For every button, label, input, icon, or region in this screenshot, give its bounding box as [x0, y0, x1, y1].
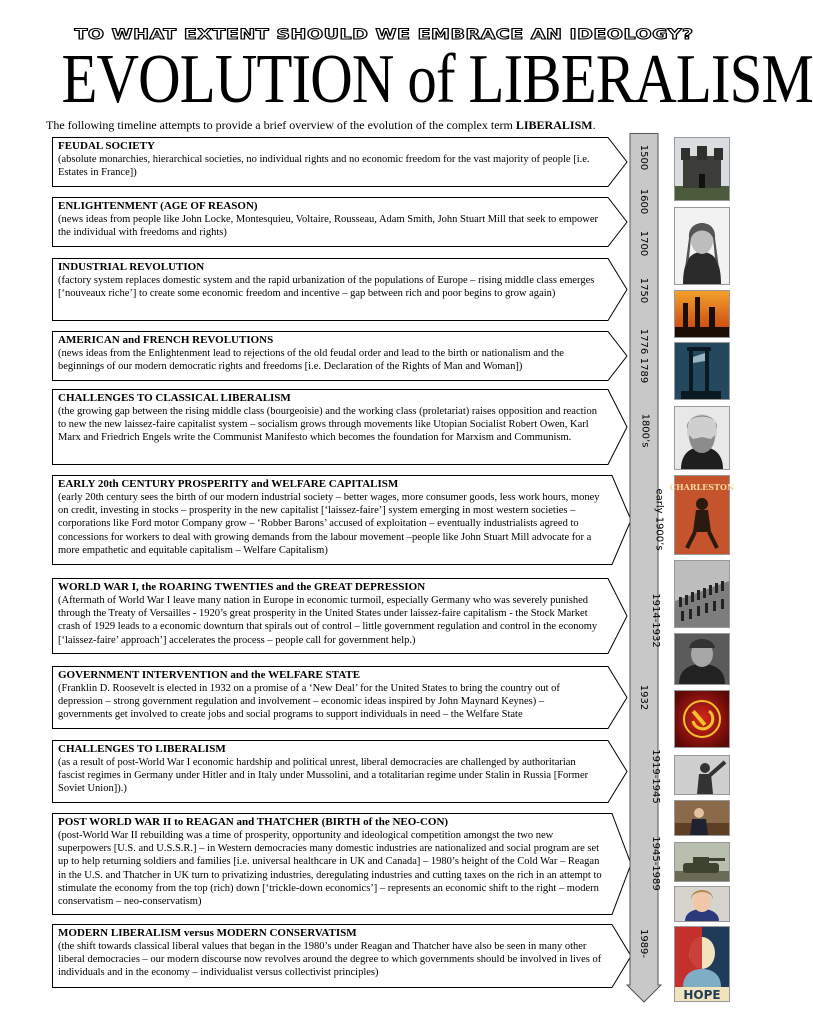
year-label: 1700 — [638, 230, 650, 257]
hammer-sickle-emblem — [674, 690, 730, 748]
intro-text: The following timeline attempts to provide a brief overview of the evolution of the complex term — [46, 118, 516, 132]
section-heading: FEUDAL SOCIETY — [58, 140, 155, 152]
section-heading: CHALLENGES TO LIBERALISM — [58, 743, 226, 755]
section-body: (absolute monarchies, hierarchical societies, no individual rights and no economic freedom for the vast majority of people [i.e. Estates in France]) — [58, 154, 590, 179]
timeline-box-feudal — [52, 137, 628, 187]
john-locke-portrait — [674, 207, 730, 285]
guillotine-photo — [674, 342, 730, 400]
page-title: EVOLUTION of LIBERALISM — [61, 41, 813, 118]
year-label: 1600 — [638, 188, 650, 215]
roosevelt-photo — [674, 633, 730, 685]
section-body: (the growing gap between the rising middle class (bourgeoisie) and the working class (proletariat) raises opposition and reaction to new the new laissez-faire capitalist system – socialism grows through movements like Utopian Socialist Robert Owen, Karl Marx and Friedrich Engels write the Communist Manifesto which becomes the foundation for Marxism and Communism. — [58, 406, 597, 444]
timeline-box-revolutions — [52, 331, 628, 381]
ww1-soldiers-photo — [674, 560, 730, 628]
section-heading: POST WORLD WAR II to REAGAN and THATCHER (BIRTH of the NEO-CON) — [58, 816, 449, 828]
year-label: 1919-1945 — [649, 749, 661, 804]
section-body: (news ideas from people like John Locke, Montesquieu, Voltaire, Rousseau, Adam Smith, John Stuart Mill that seek to empower the individual with freedoms and rights) — [58, 214, 598, 239]
charleston-poster — [669, 475, 735, 555]
timeline-box-early-20th-century — [52, 475, 632, 565]
year-label: 1989- — [638, 928, 650, 959]
section-heading: GOVERNMENT INTERVENTION and the WELFARE STATE — [58, 669, 361, 681]
year-label: 1750 — [638, 277, 650, 304]
year-label: 1945-1989 — [649, 836, 661, 891]
tank-photo — [674, 842, 730, 882]
hitler-salute-photo — [674, 755, 730, 795]
section-body: (the shift towards classical liberal values that began in the 1980’s under Reagan and Thatcher have also be seen in many other liberal democracies – our modern discourse now revolves around the degree to which governments should be involved in lives of individuals and in the economy – individualist versus collectivist principles) — [58, 941, 602, 979]
section-body: (news ideas from the Enlightenment lead to rejections of the old feudal order and lead to the birth or nationalism and the beginnings of our modern democratic rights and freedoms [i.e. Declaration of the Rights of Man and Woman]) — [58, 348, 564, 373]
intro-end: . — [592, 118, 596, 132]
castle-photo — [674, 137, 730, 201]
karl-marx-portrait — [674, 406, 730, 470]
timeline-box-industrial — [52, 258, 628, 321]
intro-paragraph — [46, 118, 596, 133]
section-heading: AMERICAN and FRENCH REVOLUTIONS — [58, 334, 274, 346]
timeline-box-classical-challenges — [52, 389, 628, 465]
section-heading: MODERN LIBERALISM versus MODERN CONSERVATISM — [58, 927, 357, 939]
timeline-box-modern — [52, 924, 632, 988]
section-heading: INDUSTRIAL REVOLUTION — [58, 261, 205, 273]
svg-text:CHARLESTON: CHARLESTON — [669, 482, 735, 492]
obama-hope-poster — [674, 926, 730, 1002]
year-label: 1500 — [638, 144, 650, 171]
section-heading: CHALLENGES TO CLASSICAL LIBERALISM — [58, 392, 291, 404]
question-heading: TO WHAT EXTENT SHOULD WE EMBRACE AN IDEOLOGY? — [74, 26, 694, 43]
timeline-box-liberalism-challenges — [52, 740, 628, 803]
year-label: 1800’s — [639, 413, 651, 448]
factory-smokestacks — [674, 290, 730, 338]
poster-text: HOPE — [683, 988, 721, 1002]
section-body: (Franklin D. Roosevelt is elected in 1932 on a promise of a ‘New Deal’ for the United States to bring the country out of depression – strong government regulation and involvement – economic ideas inspired by John Maynard Keynes) – governments get involved to create jobs and social programs to support individuals in need – the Welfare State — [58, 683, 560, 721]
year-label: early 1900’s — [653, 488, 665, 551]
timeline-box-welfare-state — [52, 666, 628, 729]
timeline-box-enlightenment — [52, 197, 628, 247]
section-body: (early 20th century sees the birth of our modern industrial society – better wages, more consumer goods, less work hours, money on credit, investing in stocks – prosperity in the new capitalist [‘laissez-faire’] system emerging in most western societies – corporations like Ford motor Company grow – ‘Robber Barons’ accused of exploitation – eventually industrialists agreed to concessions for workers to deal with growing demands from the labour movement –people like John Stuart Mill advocate for a more empathetic and equitable capitalism – Welfare Capitalism) — [58, 492, 600, 556]
intro-keyword: LIBERALISM — [515, 118, 593, 132]
section-body: (factory system replaces domestic system and the rapid urbanization of the populations of Europe – rising middle class emerges [‘nouveaux riche’] to create some economic freedom and incentive – gap between rich and poor begins to grow again) — [58, 275, 595, 300]
timeline-box-wwi-depression — [52, 578, 628, 654]
year-label: 1789 — [638, 357, 650, 384]
year-label: 1914-1932 — [649, 593, 661, 648]
section-body: (Aftermath of World War I leave many nation in Europe in economic turmoil, especially Germany who was severely punished through the Treaty of Versailles - 1920’s great prosperity in the United States under laissez-faire capitalism - the Stock Market crash of 1929 leads to a economic downturn that spirals out of control – little government regulation and control in the economy [‘laissez-faire’ approach’] accelerates the process – people call for government help.) — [58, 595, 598, 646]
year-label: 1776 — [638, 328, 650, 355]
year-label: 1932 — [638, 684, 650, 711]
reagan-photo — [674, 800, 730, 836]
section-heading: EARLY 20th CENTURY PROSPERITY and WELFARE CAPITALISM — [58, 478, 399, 490]
section-heading: WORLD WAR I, the ROARING TWENTIES and the GREAT DEPRESSION — [58, 581, 426, 593]
timeline-box-post-wwii — [52, 813, 632, 915]
thatcher-portrait — [674, 886, 730, 922]
section-body: (post-World War II rebuilding was a time of prosperity, opportunity and ideological competition amongst the two new superpowers [U.S. and U.S.S.R.] – in Western democracies many domestic industries are nationalized and social program are set up to help returning soldiers and families [i.e. universal healthcare in UK and Canada] – 1980’s height of the Cold War – Reagan in the U.S. and Thatcher in UK turn to privatizing industries, deregulating industries and cutting taxes on the rich in an attempt to stimulate the economy from the top (rich) down [‘trickle-down economics’] – represents an economic shift to the right – modern conservatism – neo-conservatism) — [58, 830, 602, 908]
section-heading: ENLIGHTENMENT (AGE OF REASON) — [58, 200, 258, 212]
section-body: (as a result of post-World War I economic hardship and political unrest, liberal democracies are challenged by authoritarian fascist regimes in Germany under Hitler and in Italy under Mussolini, and a totalitarian regime under Stalin in Russia [Former Soviet Union]).) — [58, 757, 589, 795]
